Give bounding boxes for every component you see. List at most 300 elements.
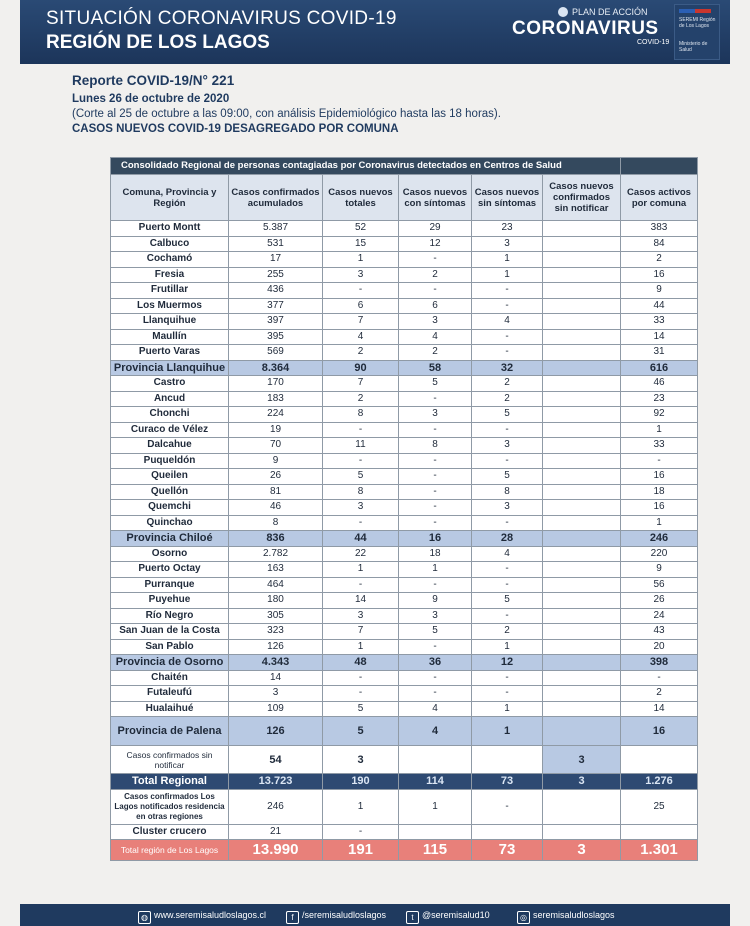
table-cell: [543, 329, 621, 345]
table-cell: 16: [399, 531, 472, 547]
table-cell: 7: [323, 376, 399, 392]
table-cell: -: [323, 422, 399, 438]
table-cell: 464: [229, 577, 323, 593]
table-cell: 1: [323, 639, 399, 655]
table-cell: 92: [621, 407, 698, 423]
table-cell: 377: [229, 298, 323, 314]
table-cell: 5: [472, 593, 543, 609]
table-cell: -: [621, 670, 698, 686]
table-cell: 14: [323, 593, 399, 609]
table-cell: 28: [472, 531, 543, 547]
table-cell: [543, 453, 621, 469]
table-cell: -: [399, 670, 472, 686]
table-cell: [543, 639, 621, 655]
table-cell: [543, 789, 621, 824]
table-row: [111, 438, 698, 454]
table-row: [111, 391, 698, 407]
table-row: [111, 593, 698, 609]
table-row: [111, 515, 698, 531]
row-label: Dalcahue: [111, 438, 229, 454]
table-cell: 25: [621, 789, 698, 824]
table-cell: -: [399, 686, 472, 702]
table-cell: [621, 824, 698, 840]
column-header: Casos confirmados acumulados: [229, 175, 323, 221]
table-cell: 16: [621, 717, 698, 746]
table-cell: -: [472, 453, 543, 469]
table-cell: 16: [621, 469, 698, 485]
gov-logo-text2: Ministerio de Salud: [679, 41, 708, 53]
banner-title-line2: REGIÓN DE LOS LAGOS: [46, 32, 270, 53]
twitter-icon: t: [406, 911, 419, 924]
table-cell: [543, 562, 621, 578]
table-cell: 569: [229, 345, 323, 361]
row-label: Ancud: [111, 391, 229, 407]
table-cell: 115: [399, 840, 472, 861]
table-cell: 1: [472, 267, 543, 283]
table-cell: [543, 608, 621, 624]
table-cell: [543, 655, 621, 671]
row-label: Casos confirmados sin notificar: [111, 746, 229, 774]
row-label: Puerto Varas: [111, 345, 229, 361]
table-cell: 5: [399, 624, 472, 640]
table-cell: 1: [472, 701, 543, 717]
table-cell: 22: [323, 546, 399, 562]
plan-logo-icon: [558, 7, 568, 17]
table-cell: 3: [543, 774, 621, 790]
banner-title-line1: SITUACIÓN CORONAVIRUS COVID-19: [46, 8, 397, 29]
table-row: [111, 345, 698, 361]
row-label: Río Negro: [111, 608, 229, 624]
footer-facebook[interactable]: f /seremisaludloslagos: [286, 910, 386, 924]
table-row: [111, 252, 698, 268]
table-cell: 246: [229, 789, 323, 824]
table-cell: 9: [621, 283, 698, 299]
column-header: Casos nuevos sin síntomas: [472, 175, 543, 221]
table-cell: [543, 670, 621, 686]
table-cell: 17: [229, 252, 323, 268]
table-cell: 33: [621, 314, 698, 330]
table-cell: 16: [621, 267, 698, 283]
row-label: San Juan de la Costa: [111, 624, 229, 640]
table-cell: 1: [472, 252, 543, 268]
cases-table: [110, 157, 698, 861]
table-cell: -: [399, 469, 472, 485]
row-label: Provincia Llanquihue: [111, 360, 229, 376]
table-cell: [543, 376, 621, 392]
table-row: [111, 221, 698, 237]
table-row: [111, 453, 698, 469]
table-cell: -: [399, 453, 472, 469]
table-cell: 14: [229, 670, 323, 686]
footer-web[interactable]: ◍ www.seremisaludloslagos.cl: [138, 910, 266, 924]
table-cell: 26: [621, 593, 698, 609]
table-cell: [399, 746, 472, 774]
table-row: [111, 624, 698, 640]
table-cell: 31: [621, 345, 698, 361]
table-cell: 18: [399, 546, 472, 562]
table-cell: 73: [472, 774, 543, 790]
table-cell: 305: [229, 608, 323, 624]
table-cell: -: [472, 608, 543, 624]
row-label: Futaleufú: [111, 686, 229, 702]
table-cell: 5.387: [229, 221, 323, 237]
table-cell: 56: [621, 577, 698, 593]
column-header: Casos nuevos totales: [323, 175, 399, 221]
table-cell: 5: [472, 469, 543, 485]
table-cell: -: [323, 283, 399, 299]
table-cell: [543, 283, 621, 299]
table-cell: [472, 746, 543, 774]
table-cell: 12: [399, 236, 472, 252]
table-cell: 2: [323, 345, 399, 361]
table-cell: 246: [621, 531, 698, 547]
report-note: (Corte al 25 de octubre a las 09:00, con análisis Epidemiológico hasta las 18 horas).: [72, 108, 501, 120]
row-label: Osorno: [111, 546, 229, 562]
table-title-spacer: [621, 158, 698, 175]
table-cell: -: [323, 453, 399, 469]
table-cell: 8: [399, 438, 472, 454]
table-cell: 8: [229, 515, 323, 531]
table-cell: [543, 593, 621, 609]
table-cell: [543, 221, 621, 237]
row-label: Curaco de Vélez: [111, 422, 229, 438]
table-row: [111, 670, 698, 686]
table-cell: 6: [323, 298, 399, 314]
table-cell: 1: [399, 562, 472, 578]
table-cell: 5: [323, 701, 399, 717]
row-label: Quemchi: [111, 500, 229, 516]
total-regional-row: [111, 774, 698, 790]
table-cell: 81: [229, 484, 323, 500]
table-cell: 3: [323, 746, 399, 774]
table-cell: 90: [323, 360, 399, 376]
row-label: Llanquihue: [111, 314, 229, 330]
table-cell: 84: [621, 236, 698, 252]
table-cell: 5: [323, 717, 399, 746]
row-label: Total Regional: [111, 774, 229, 790]
table-cell: [543, 515, 621, 531]
table-row: [111, 686, 698, 702]
row-label: Puerto Montt: [111, 221, 229, 237]
table-cell: 46: [229, 500, 323, 516]
table-cell: -: [399, 639, 472, 655]
table-cell: 3: [229, 686, 323, 702]
table-cell: -: [323, 824, 399, 840]
table-cell: -: [472, 329, 543, 345]
table-cell: 24: [621, 608, 698, 624]
table-cell: 3: [543, 746, 621, 774]
table-cell: -: [399, 577, 472, 593]
table-cell: [543, 422, 621, 438]
table-cell: 1.301: [621, 840, 698, 861]
table-cell: [543, 624, 621, 640]
row-label: Puyehue: [111, 593, 229, 609]
table-cell: 23: [472, 221, 543, 237]
cluster-row: [111, 824, 698, 840]
plan-label: PLAN DE ACCIÓN: [572, 7, 648, 17]
table-cell: -: [472, 298, 543, 314]
table-cell: -: [323, 515, 399, 531]
table-row: [111, 608, 698, 624]
table-row: [111, 639, 698, 655]
table-cell: 16: [621, 500, 698, 516]
row-label: Maullín: [111, 329, 229, 345]
row-label: Puerto Octay: [111, 562, 229, 578]
table-cell: 19: [229, 422, 323, 438]
table-row: [111, 500, 698, 516]
table-cell: 2: [399, 345, 472, 361]
table-cell: [399, 824, 472, 840]
table-cell: 436: [229, 283, 323, 299]
row-label: Provincia de Palena: [111, 717, 229, 746]
table-cell: 48: [323, 655, 399, 671]
row-label: Fresia: [111, 267, 229, 283]
table-cell: -: [323, 670, 399, 686]
table-cell: 2: [621, 686, 698, 702]
table-cell: 8.364: [229, 360, 323, 376]
row-label: Calbuco: [111, 236, 229, 252]
table-cell: 1: [472, 639, 543, 655]
table-cell: -: [399, 484, 472, 500]
table-row: [111, 314, 698, 330]
header-banner: [20, 0, 730, 64]
table-cell: 6: [399, 298, 472, 314]
table-row: [111, 407, 698, 423]
table-cell: 73: [472, 840, 543, 861]
gov-logo-text: SEREMI Región de Los Lagos: [679, 17, 716, 29]
table-cell: 109: [229, 701, 323, 717]
footer-instagram[interactable]: ◎ seremisaludloslagos: [517, 910, 615, 924]
table-cell: 43: [621, 624, 698, 640]
table-cell: 5: [472, 407, 543, 423]
table-cell: 26: [229, 469, 323, 485]
table-cell: 1: [323, 789, 399, 824]
table-cell: 21: [229, 824, 323, 840]
table-cell: [543, 267, 621, 283]
table-cell: 11: [323, 438, 399, 454]
table-row: [111, 469, 698, 485]
otras-regiones-row: [111, 789, 698, 824]
column-header: Casos nuevos confirmados sin notificar: [543, 175, 621, 221]
table-cell: 2: [323, 391, 399, 407]
table-cell: [543, 252, 621, 268]
table-cell: -: [399, 252, 472, 268]
row-label: Hualaihué: [111, 701, 229, 717]
table-cell: [543, 701, 621, 717]
table-cell: 2: [472, 624, 543, 640]
row-label: Quinchao: [111, 515, 229, 531]
row-label: Casos confirmados Los Lagos notificados residencia en otras regiones: [111, 789, 229, 824]
table-cell: 224: [229, 407, 323, 423]
facebook-icon: f: [286, 911, 299, 924]
row-label: Puqueldón: [111, 453, 229, 469]
row-label: Provincia de Osorno: [111, 655, 229, 671]
province-row: [111, 531, 698, 547]
table-cell: [543, 717, 621, 746]
table-cell: 191: [323, 840, 399, 861]
table-cell: 398: [621, 655, 698, 671]
table-title: Consolidado Regional de personas contagiadas por Coronavirus detectados en Centros de Salud: [111, 158, 621, 175]
table-cell: [543, 314, 621, 330]
table-cell: [543, 391, 621, 407]
table-cell: 114: [399, 774, 472, 790]
table-cell: 15: [323, 236, 399, 252]
table-cell: -: [323, 577, 399, 593]
table-row: [111, 701, 698, 717]
table-cell: 12: [472, 655, 543, 671]
column-header: Casos activos por comuna: [621, 175, 698, 221]
table-row: [111, 267, 698, 283]
table-cell: 18: [621, 484, 698, 500]
table-cell: [621, 746, 698, 774]
row-label: Total región de Los Lagos: [111, 840, 229, 861]
table-cell: 1: [399, 789, 472, 824]
table-cell: 23: [621, 391, 698, 407]
table-cell: -: [399, 283, 472, 299]
table-cell: -: [472, 789, 543, 824]
table-cell: 14: [621, 701, 698, 717]
government-logo: [674, 4, 720, 60]
table-cell: 3: [399, 314, 472, 330]
table-cell: 255: [229, 267, 323, 283]
province-row: [111, 360, 698, 376]
report-heading: [72, 73, 501, 135]
table-cell: 180: [229, 593, 323, 609]
table-cell: 531: [229, 236, 323, 252]
table-cell: 4: [399, 701, 472, 717]
table-cell: 44: [323, 531, 399, 547]
brand-label: CORONAVIRUS: [512, 18, 659, 39]
table-cell: -: [472, 422, 543, 438]
row-label: Provincia Chiloé: [111, 531, 229, 547]
province-row: [111, 717, 698, 746]
table-cell: 3: [399, 407, 472, 423]
table-cell: [543, 686, 621, 702]
table-cell: 2: [472, 391, 543, 407]
table-cell: 3: [399, 608, 472, 624]
table-cell: -: [472, 515, 543, 531]
table-cell: 8: [323, 407, 399, 423]
table-cell: [543, 469, 621, 485]
instagram-icon: ◎: [517, 911, 530, 924]
table-cell: 52: [323, 221, 399, 237]
table-cell: 3: [323, 500, 399, 516]
table-cell: 7: [323, 624, 399, 640]
report-date: Lunes 26 de octubre de 2020: [72, 93, 230, 105]
table-cell: 7: [323, 314, 399, 330]
table-cell: -: [472, 577, 543, 593]
footer-bar: [20, 904, 730, 926]
table-cell: [543, 438, 621, 454]
table-cell: 4: [399, 717, 472, 746]
column-header: Casos nuevos con síntomas: [399, 175, 472, 221]
table-cell: 4: [472, 546, 543, 562]
table-row: [111, 376, 698, 392]
table-cell: 54: [229, 746, 323, 774]
table-cell: [543, 500, 621, 516]
table-cell: 3: [543, 840, 621, 861]
table-cell: 383: [621, 221, 698, 237]
grand-total-row: [111, 840, 698, 861]
table-cell: [543, 298, 621, 314]
table-cell: 2: [472, 376, 543, 392]
brand-sub-label: COVID-19: [637, 39, 670, 46]
table-cell: -: [472, 670, 543, 686]
table-cell: 29: [399, 221, 472, 237]
table-cell: -: [399, 515, 472, 531]
table-cell: 190: [323, 774, 399, 790]
table-cell: 44: [621, 298, 698, 314]
table-cell: [543, 236, 621, 252]
table-cell: -: [621, 453, 698, 469]
table-cell: [543, 824, 621, 840]
table-cell: 58: [399, 360, 472, 376]
table-row: [111, 236, 698, 252]
table-cell: 3: [323, 267, 399, 283]
footer-twitter[interactable]: t @seremisalud10: [406, 910, 490, 924]
table-cell: 4.343: [229, 655, 323, 671]
sin-notificar-row: [111, 746, 698, 774]
table-row: [111, 422, 698, 438]
row-label: Queilen: [111, 469, 229, 485]
table-cell: 836: [229, 531, 323, 547]
table-cell: 9: [229, 453, 323, 469]
table-cell: 397: [229, 314, 323, 330]
table-cell: 5: [323, 469, 399, 485]
table-cell: [543, 407, 621, 423]
table-cell: 163: [229, 562, 323, 578]
table-cell: -: [323, 686, 399, 702]
table-cell: 5: [399, 376, 472, 392]
report-number: Reporte COVID-19/N° 221: [72, 73, 235, 88]
table-cell: 8: [472, 484, 543, 500]
table-cell: 1.276: [621, 774, 698, 790]
table-cell: 3: [472, 500, 543, 516]
row-label: Cochamó: [111, 252, 229, 268]
table-cell: 4: [399, 329, 472, 345]
table-row: [111, 298, 698, 314]
table-cell: 3: [472, 438, 543, 454]
table-cell: 33: [621, 438, 698, 454]
row-label: Quellón: [111, 484, 229, 500]
table-row: [111, 562, 698, 578]
table-cell: 8: [323, 484, 399, 500]
table-cell: 20: [621, 639, 698, 655]
table-cell: 616: [621, 360, 698, 376]
province-row: [111, 655, 698, 671]
row-label: Cluster crucero: [111, 824, 229, 840]
table-cell: [543, 345, 621, 361]
table-cell: [543, 531, 621, 547]
table-cell: 1: [621, 515, 698, 531]
table-cell: -: [472, 562, 543, 578]
table-cell: 1: [323, 252, 399, 268]
table-cell: [543, 360, 621, 376]
table-cell: 220: [621, 546, 698, 562]
row-label: Frutillar: [111, 283, 229, 299]
table-cell: 32: [472, 360, 543, 376]
table-cell: 4: [323, 329, 399, 345]
table-cell: 1: [323, 562, 399, 578]
table-row: [111, 546, 698, 562]
report-subtitle: CASOS NUEVOS COVID-19 DESAGREGADO POR COMUNA: [72, 123, 399, 135]
table-cell: 3: [472, 236, 543, 252]
table-cell: -: [399, 422, 472, 438]
table-cell: 14: [621, 329, 698, 345]
table-row: [111, 484, 698, 500]
table-cell: [543, 484, 621, 500]
row-label: Chonchi: [111, 407, 229, 423]
